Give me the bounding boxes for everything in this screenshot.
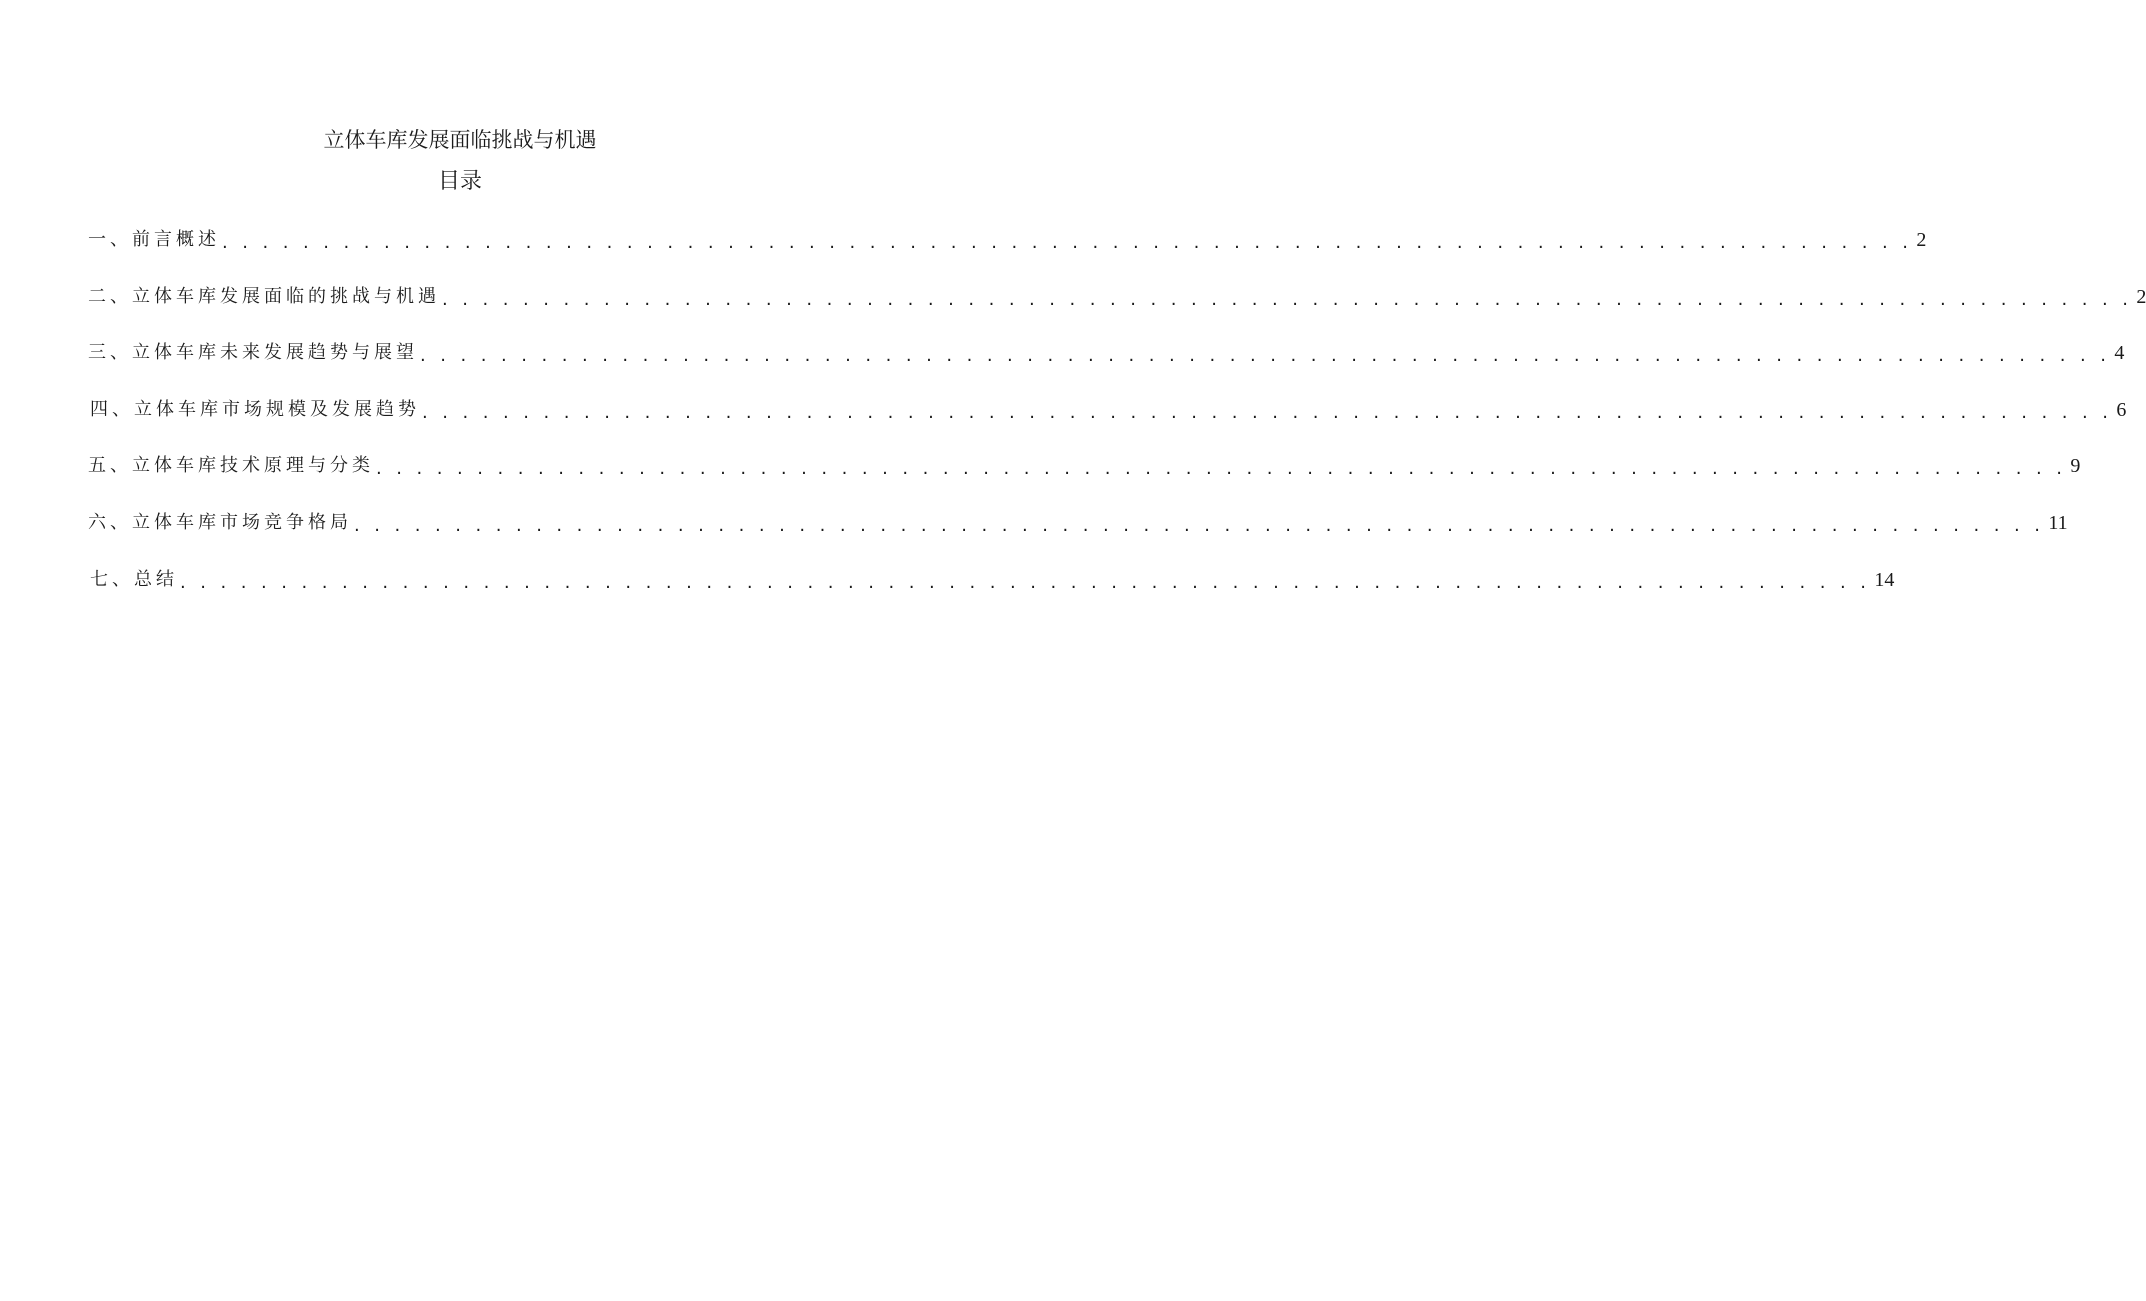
toc-entry-6[interactable]: [88, 507, 2068, 539]
toc-entry-page: 6: [2116, 399, 2127, 421]
toc-entry-7[interactable]: [90, 564, 1895, 596]
toc-entry-5[interactable]: [88, 450, 2081, 482]
toc-entry-page: 14: [1874, 569, 1895, 591]
toc-dot-leader: . . . . . . . . . . . . . . . . . . . . . . . . . . . . . . . . . . . . . . . . . . . . . . . . . . . . . . . . . . . . . . . . . . . . . . . . . . . . . . . . . . . .: [180, 572, 1871, 593]
toc-dot-leader: . . . . . . . . . . . . . . . . . . . . . . . . . . . . . . . . . . . . . . . . . . . . . . . . . . . . . . . . . . . . . . . . . . . . . . . . . . . . . . . . . . . .: [222, 232, 1913, 253]
toc-dot-leader: . . . . . . . . . . . . . . . . . . . . . . . . . . . . . . . . . . . . . . . . . . . . . . . . . . . . . . . . . . . . . . . . . . . . . . . . . . . . . . . . . . . .: [422, 402, 2113, 423]
toc-entry-2[interactable]: [88, 281, 2146, 313]
toc-entry-label: 一、前言概述: [88, 229, 220, 250]
toc-entry-label: 三、立体车库未来发展趋势与展望: [88, 342, 418, 363]
toc-dot-leader: . . . . . . . . . . . . . . . . . . . . . . . . . . . . . . . . . . . . . . . . . . . . . . . . . . . . . . . . . . . . . . . . . . . . . . . . . . . . . . . . . . . .: [354, 515, 2045, 536]
toc-entry-page: 9: [2070, 455, 2081, 477]
toc-entry-label: 六、立体车库市场竞争格局: [88, 512, 352, 533]
toc-entry-label: 二、立体车库发展面临的挑战与机遇: [88, 286, 440, 307]
toc-entry-label: 七、总结: [90, 569, 178, 590]
toc-dot-leader: . . . . . . . . . . . . . . . . . . . . . . . . . . . . . . . . . . . . . . . . . . . . . . . . . . . . . . . . . . . . . . . . . . . . . . . . . . . . . . . . . . . .: [442, 289, 2133, 310]
toc-entry-3[interactable]: [88, 337, 2125, 369]
toc-heading: 目录: [437, 169, 482, 194]
toc-entry-page: 11: [2048, 512, 2068, 534]
toc-entry-1[interactable]: [88, 224, 1927, 256]
document-title: 立体车库发展面临挑战与机遇: [323, 128, 597, 152]
toc-entry-page: 4: [2114, 342, 2125, 364]
toc-entry-label: 五、立体车库技术原理与分类: [88, 455, 374, 476]
toc-dot-leader: . . . . . . . . . . . . . . . . . . . . . . . . . . . . . . . . . . . . . . . . . . . . . . . . . . . . . . . . . . . . . . . . . . . . . . . . . . . . . . . . . . . .: [420, 345, 2111, 366]
toc-entry-page: 2: [1916, 229, 1927, 251]
toc-dot-leader: . . . . . . . . . . . . . . . . . . . . . . . . . . . . . . . . . . . . . . . . . . . . . . . . . . . . . . . . . . . . . . . . . . . . . . . . . . . . . . . . . . . .: [376, 458, 2067, 479]
toc-entry-label: 四、立体车库市场规模及发展趋势: [90, 399, 420, 420]
toc-entry-4[interactable]: [90, 394, 2127, 426]
toc-entry-page: 2: [2136, 286, 2146, 308]
